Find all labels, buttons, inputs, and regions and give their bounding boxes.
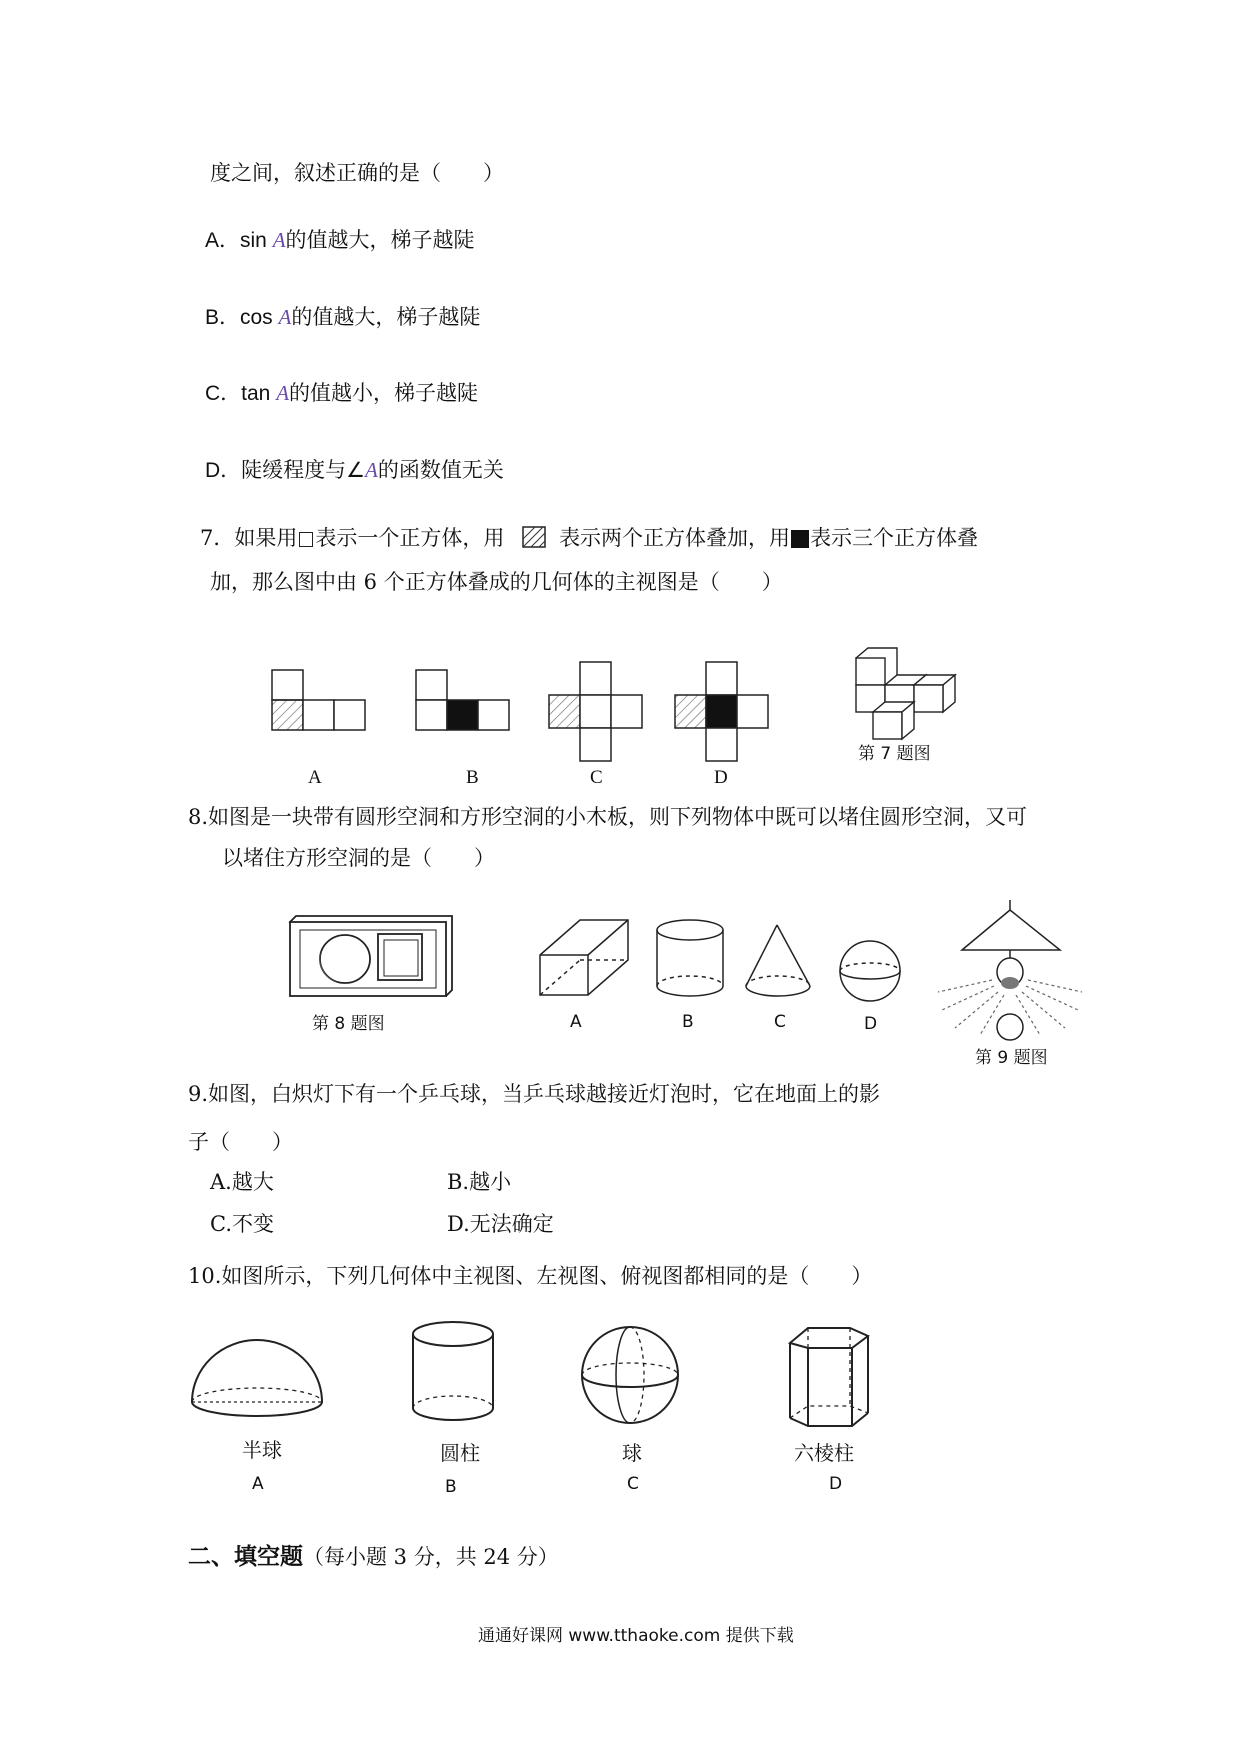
q6-option-b: B．cos A的值越大，梯子越陡: [205, 305, 481, 329]
q10-label-c: C: [627, 1474, 639, 1494]
q8-figure-caption: 第 8 题图: [312, 1014, 385, 1034]
q10-label-d: D: [829, 1474, 843, 1494]
q9-option-d: D.无法确定: [447, 1212, 554, 1236]
q10-cylinder-figure: [413, 1322, 493, 1420]
q6-option-d: D．陡缓程度与∠A的函数值无关: [205, 458, 504, 482]
q9-stem-line1: 9.如图，白炽灯下有一个乒乓球，当乒乓球越接近灯泡时，它在地面上的影: [188, 1082, 881, 1106]
q10-stem: 10.如图所示，下列几何体中主视图、左视图、俯视图都相同的是（ ）: [188, 1264, 873, 1288]
q7-figure-a: [272, 670, 365, 730]
q7-figure-caption: 第 7 题图: [858, 744, 931, 764]
solid-square-symbol: [791, 530, 809, 548]
q7-figure-b: [416, 670, 509, 730]
page-footer: 通通好课网 www.tthaoke.com 提供下载: [478, 1626, 794, 1646]
q8-label-a: A: [570, 1012, 582, 1032]
q7-option-figures: [0, 640, 1000, 760]
q7-stem-line1: 7．如果用 表示一个正方体，用 表示两个正方体叠加，用 表示三个正方体叠: [200, 526, 979, 550]
q7-label-a: A: [308, 767, 322, 788]
q8-q9-figures: [0, 900, 1100, 1060]
q8-stem-line1: 8.如图是一块带有圆形空洞和方形空洞的小木板，则下列物体中既可以堵住圆形空洞，又可: [188, 805, 1028, 829]
q6-option-a: A．sin A的值越大，梯子越陡: [205, 228, 475, 252]
q10-shape-name-b: 圆柱: [440, 1441, 480, 1465]
q10-hemisphere-figure: [192, 1340, 322, 1416]
q7-figure-c: [549, 662, 642, 761]
q9-option-c: C.不变: [210, 1212, 274, 1236]
q7-figure-d: [675, 662, 768, 761]
q10-sphere-figure: [582, 1327, 678, 1423]
q9-figure-caption: 第 9 题图: [975, 1048, 1048, 1068]
q10-label-a: A: [252, 1474, 264, 1494]
q7-label-b: B: [466, 767, 479, 788]
q8-label-b: B: [682, 1012, 694, 1032]
q8-cylinder-figure: [657, 920, 723, 996]
q8-sphere-figure: [840, 941, 900, 1001]
single-cube-symbol: [299, 532, 313, 547]
q10-shape-name-d: 六棱柱: [794, 1441, 854, 1465]
q7-label-d: D: [714, 767, 728, 788]
q7-stem-line2: 加，那么图中由 6 个正方体叠成的几何体的主视图是（ ）: [210, 570, 783, 594]
q6-option-c: C．tan A的值越小，梯子越陡: [205, 381, 479, 405]
q8-stem-line2: 以堵住方形空洞的是（ ）: [222, 846, 495, 870]
hatched-square-symbol: [521, 525, 549, 549]
q8-label-d: D: [864, 1014, 878, 1034]
q6-stem: 度之间，叙述正确的是（ ）: [210, 161, 504, 185]
q8-board-figure: [290, 916, 452, 996]
q9-option-b: B.越小: [447, 1170, 512, 1194]
q10-hex-prism-figure: [790, 1328, 868, 1426]
q7-stacked-cubes-figure: [856, 648, 955, 739]
q8-prism-figure: [540, 920, 628, 995]
q8-label-c: C: [774, 1012, 786, 1032]
q10-label-b: B: [445, 1477, 457, 1497]
section2-heading: 二、填空题（每小题 3 分，共 24 分）: [188, 1543, 559, 1570]
q9-option-a: A.越大: [210, 1170, 274, 1194]
q10-shape-name-c: 球: [622, 1441, 642, 1465]
q10-figures: [0, 1318, 1000, 1462]
q8-cone-figure: [746, 925, 810, 996]
q9-stem-line2: 子（ ）: [188, 1130, 293, 1154]
q7-label-c: C: [590, 767, 603, 788]
q9-lamp-figure: [938, 900, 1082, 1040]
q10-shape-name-a: 半球: [242, 1438, 282, 1462]
